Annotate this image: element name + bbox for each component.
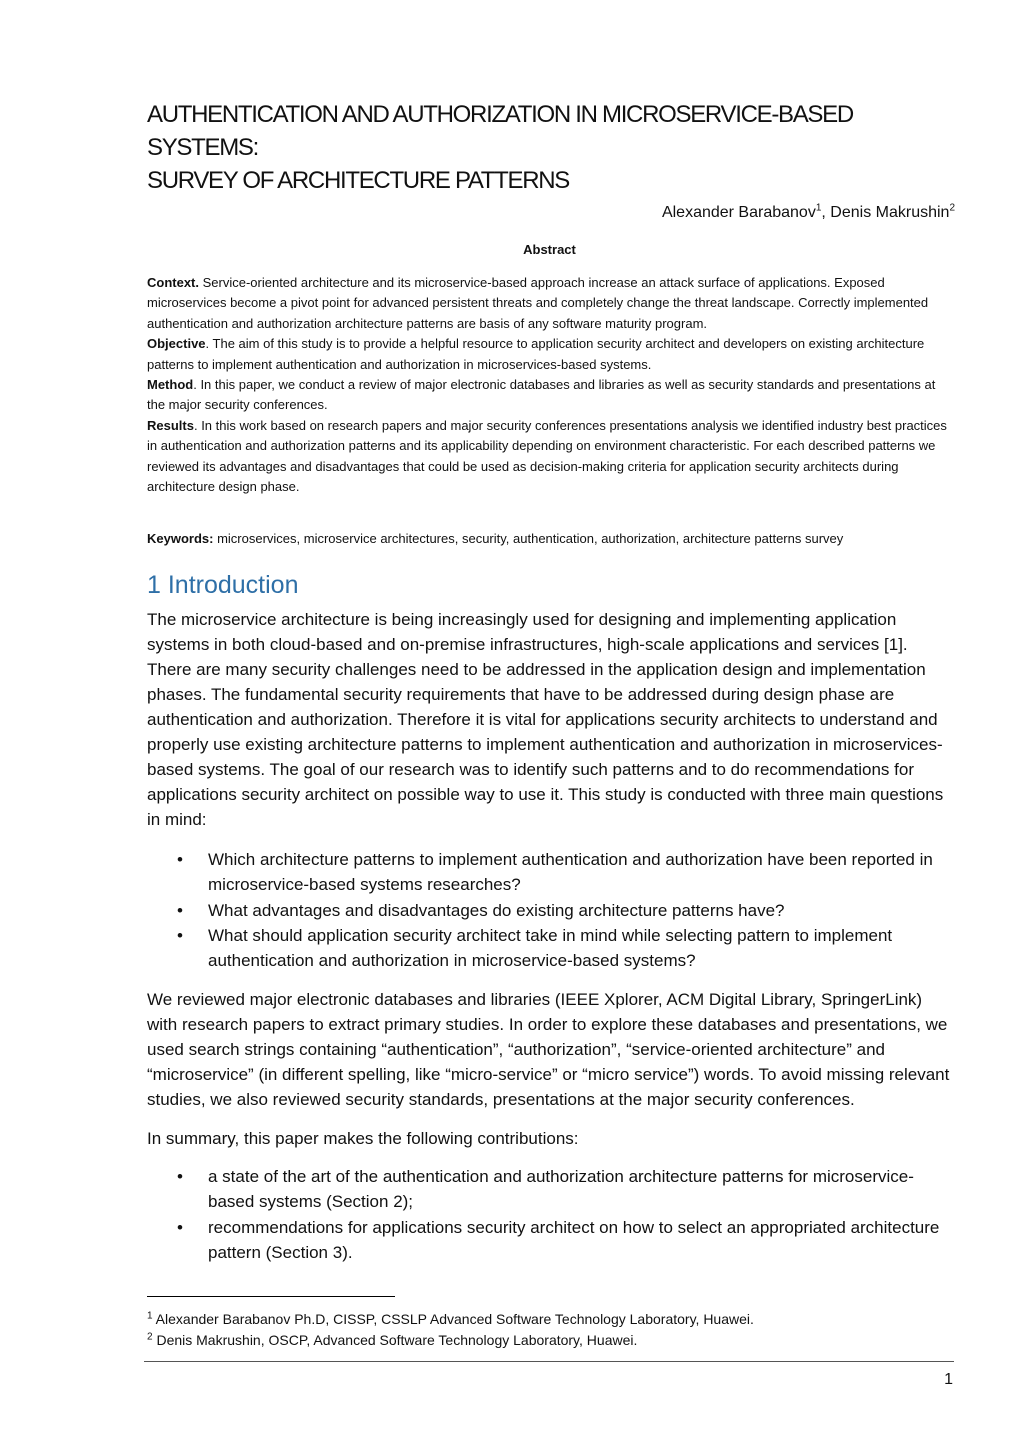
list-item (147, 1215, 955, 1266)
page-number: 1 (944, 1371, 953, 1388)
question-text: Which architecture patterns to implement authentication and authorization have been reported in microservice-based systems researches? (208, 850, 933, 895)
bullet-icon: • (177, 1217, 183, 1237)
abstract-body (147, 273, 955, 497)
objective-text: . The aim of this study is to provide a helpful resource to application security architect and developers on existing architecture patterns to implement authentication and authorization in microservices-based systems. (147, 336, 925, 372)
author-1-footnote-mark: 1 (815, 202, 822, 214)
contributions-list (147, 1164, 955, 1265)
abstract-context (147, 273, 955, 334)
footnote-2 (147, 1330, 955, 1350)
context-text: Service-oriented architecture and its microservice-based approach increase an attack surface of applications. Exposed microservices become a pivot point for advanced persistent threats and completely change the threat landscape. Correctly implemented authentication and authorization architecture patterns are basis of any software maturity program. (147, 275, 929, 331)
bullet-icon: • (177, 900, 183, 920)
keywords-label: Keywords: (147, 531, 214, 546)
title-line-1: AUTHENTICATION AND AUTHORIZATION IN MICROSERVICE-BASED SYSTEMS: (147, 101, 853, 161)
intro-paragraph-3: In summary, this paper makes the following contributions: (147, 1129, 579, 1148)
abstract-objective (147, 334, 955, 375)
contribution-text: recommendations for applications security architect on how to select an appropriated architecture pattern (Section 3). (208, 1217, 940, 1262)
intro-paragraph-1: The microservice architecture is being increasingly used for designing and implementing application systems in both cloud-based and on-premise infrastructures, high-scale applications and services [1]. There are many security challenges need to be addressed in the application design and implementation phases. The fundamental security requirements that have to be addressed during design phase are authentication and authorization. Therefore it is vital for applications security architects to understand and properly use existing architecture patterns to implement authentication and authorization in microservices-based systems. The goal of our research was to identify such patterns and to do recommendations for applications security architect on possible way to use it. This study is conducted with three main questions in mind: (147, 610, 944, 829)
list-item (147, 1164, 955, 1215)
abstract-results (147, 416, 955, 498)
footnote-1 (147, 1309, 955, 1329)
footnote-2-mark: 2 (147, 1331, 153, 1343)
author-separator: , (821, 204, 831, 221)
keywords (147, 531, 955, 546)
bullet-icon: • (177, 850, 183, 869)
method-label: Method (147, 377, 194, 393)
question-text: What advantages and disadvantages do existing architecture patterns have? (208, 900, 785, 920)
footnote-1-text: Alexander Barabanov Ph.D, CISSP, CSSLP Advanced Software Technology Laboratory, Huawei. (152, 1311, 754, 1327)
list-item (147, 847, 955, 898)
footnote-1-mark: 1 (147, 1310, 153, 1322)
author-1: Alexander Barabanov (661, 204, 816, 221)
results-label: Results (147, 417, 194, 433)
list-item (147, 923, 955, 974)
research-questions-list (147, 847, 955, 973)
section-heading-introduction: 1 Introduction (147, 571, 299, 599)
bullet-icon: • (177, 1167, 183, 1186)
contribution-text: a state of the art of the authentication and authorization architecture patterns for microservice-based systems (Section 2); (208, 1167, 914, 1212)
title-line-2: SURVEY OF ARCHITECTURE PATTERNS (147, 167, 569, 194)
footnote-divider (147, 1296, 395, 1297)
bullet-icon: • (177, 925, 183, 945)
context-label: Context. (147, 275, 199, 290)
paper-title (147, 98, 955, 197)
abstract-heading: Abstract (523, 242, 576, 257)
keywords-text: microservices, microservice architectures, security, authentication, authorization, architecture patterns survey (213, 531, 844, 546)
author-line (662, 204, 955, 222)
question-text: What should application security architect take in mind while selecting pattern to implement authentication and authorization in microservice-based systems? (208, 925, 893, 971)
page-footer-divider (144, 1361, 954, 1362)
author-2-footnote-mark: 2 (949, 202, 955, 214)
footnote-2-text: Denis Makrushin, OSCP, Advanced Software Technology Laboratory, Huawei. (152, 1332, 638, 1348)
objective-label: Objective (147, 336, 206, 352)
method-text: . In this paper, we conduct a review of major electronic databases and libraries as well as security standards and presentations at the major security conferences. (147, 377, 936, 413)
abstract-method (147, 375, 955, 416)
results-text: . In this work based on research papers and major security conferences presentations analysis we identified industry best practices in authentication and authorization patterns and its applicability depending on environment characteristic. For each described patterns we reviewed its advantages and disadvantages that could be used as decision-making criteria for application security architects during architecture design phase. (147, 417, 947, 495)
intro-paragraph-2: We reviewed major electronic databases and libraries (IEEE Xplorer, ACM Digital Library, SpringerLink) with research papers to extract primary studies. In order to explore these databases and presentations, we used search strings containing “authentication”, “authorization”, “service-oriented architecture” and “microservice” (in different spelling, like “micro-service” or “micro service”) words. To avoid missing relevant studies, we also reviewed security standards, presentations at the major security conferences. (147, 990, 950, 1109)
author-2: Denis Makrushin (830, 204, 950, 221)
list-item (147, 898, 955, 923)
